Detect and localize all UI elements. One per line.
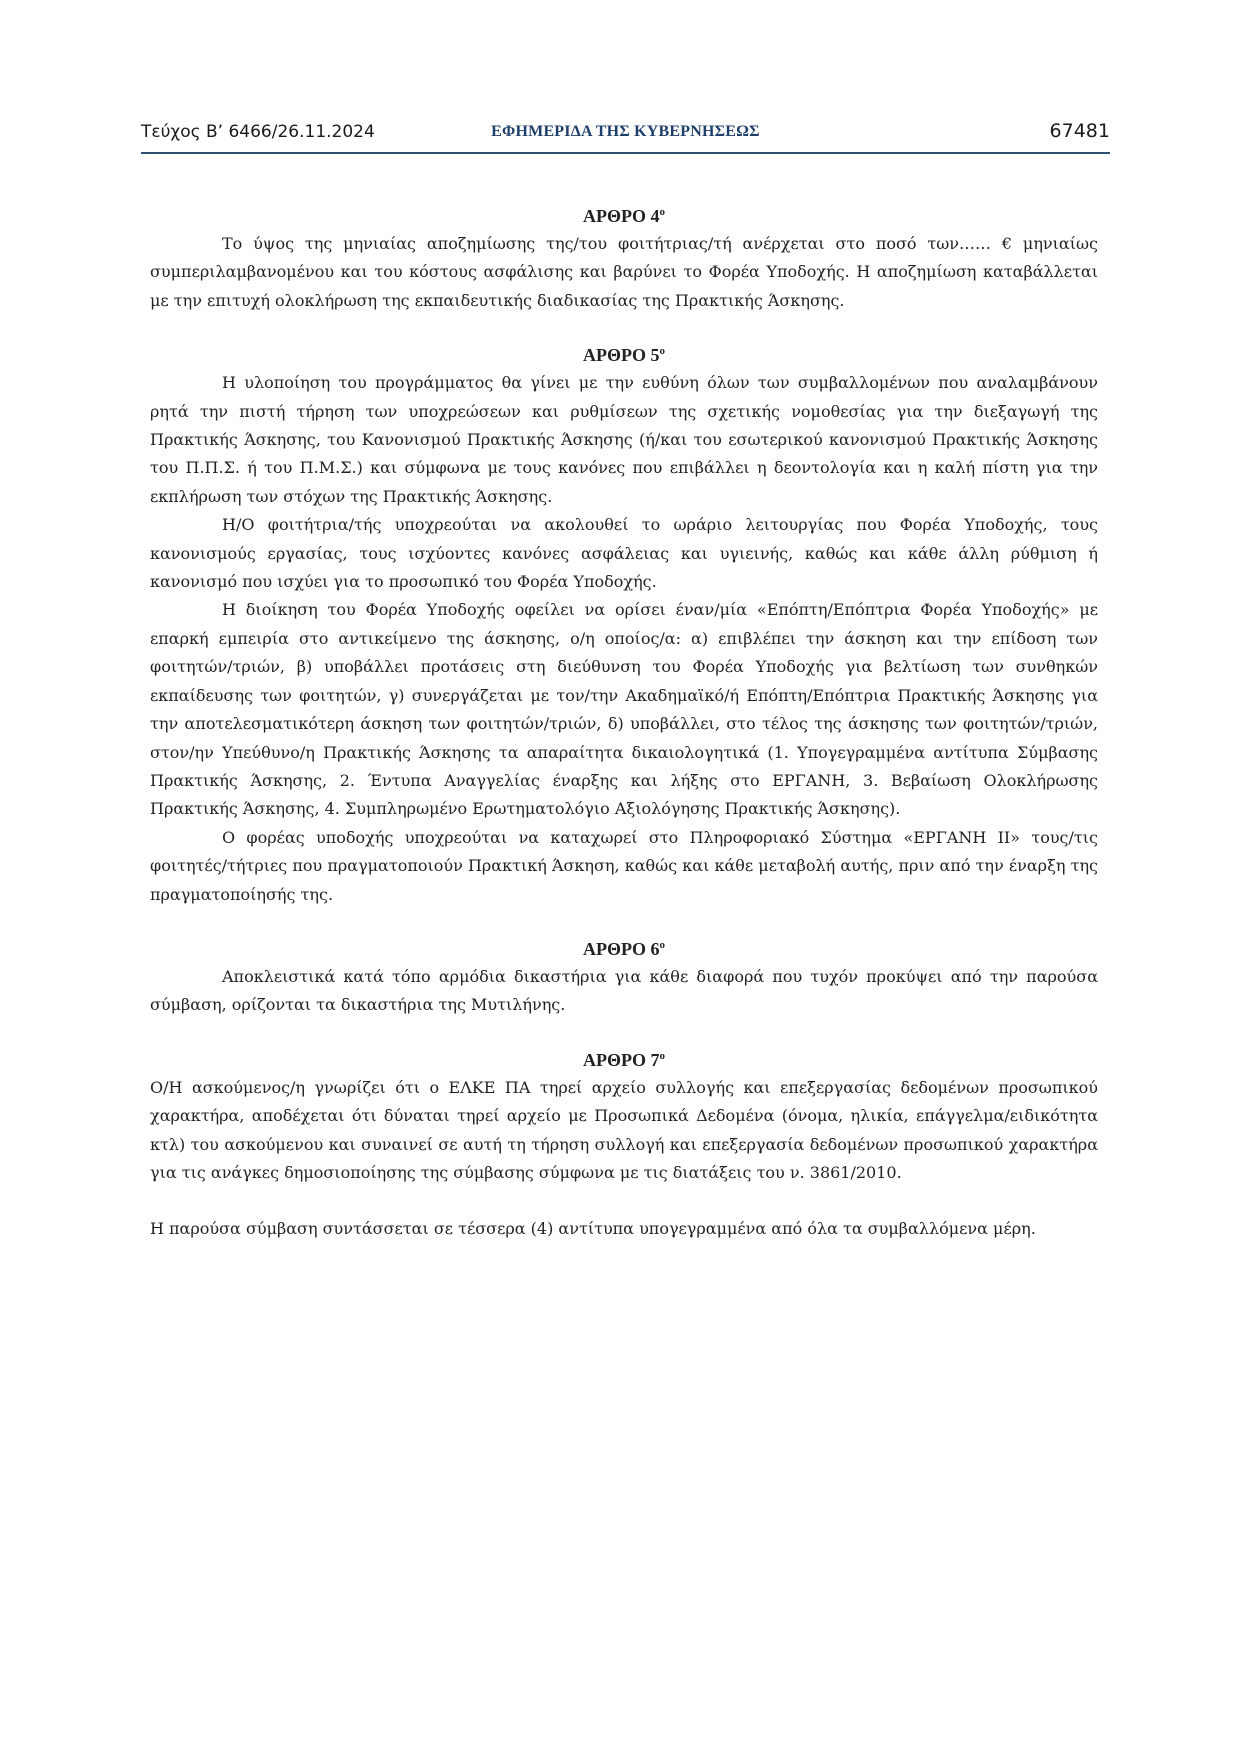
article-heading: ΑΡΘΡΟ $6^o$ [583,938,665,959]
paragraph: Η/Ο φοιτήτρια/τής υποχρεούται να ακολουθεί το ωράριο λειτουργίας που Φορέα Υποδοχής, τους κανονισμούς εργασίας, τους ισχύοντες κανόνες ασφάλειας και υγιεινής, καθώς και κάθε άλλη ρύθμιση ή κανονισμό που ισχύει για το προσωπικό του Φορέα Υποδοχής. [150,515,1098,592]
article-heading: ΑΡΘΡΟ $5^o$ [583,345,665,366]
page-header [141,120,1110,154]
page-number: 67481 [1049,120,1110,142]
paragraph: Ο/Η ασκούμενος/η γνωρίζει ότι ο ΕΛΚΕ ΠΑ τηρεί αρχείο συλλογής και επεξεργασίας δεδομένων προσωπικού χαρακτήρα, αποδέχεται ότι δύναται τηρεί αρχείο με Προσωπικά Δεδομένα (όνομα, ηλικία, επάγγελμα/ειδικότητα κτλ) του ασκούμενου και συναινεί σε αυτή τη τήρηση συλλογή και επεξεργασία δεδομένων προσωπικού χαρακτήρα για τις ανάγκες δημοσιοποίησης της σύμβασης σύμφωνα με τις διατάξεις του ν. 3861/2010. [150,1077,1098,1182]
paragraph: Η διοίκηση του Φορέα Υποδοχής οφείλει να ορίσει έναν/μία «Επόπτη/Επόπτρια Φορέα Υποδοχής» με επαρκή εμπειρία στο αντικείμενο της άσκησης, ο/η οποίος/α: α) επιβλέπει την άσκηση και την επίδοση των φοιτητών/τριών, β) υποβάλλει προτάσεις στη διεύθυνση του Φορέα Υποδοχής για βελτίωση των συνθηκών εκπαίδευσης των φοιτητών, γ) συνεργάζεται με τον/την Ακαδημαϊκό/ή Επόπτη/Επόπτρια Πρακτικής Άσκησης για την αποτελεσματικότερη άσκηση των φοιτητών/τριών, δ) υποβάλλει, στο τέλος της άσκησης των φοιτητών/τριών, στον/ην Υπεύθυνο/η Πρακτικής Άσκησης τα απαραίτητα δικαιολογητικά (1. Υπογεγραμμένα αντίτυπα Σύμβασης Πρακτικής Άσκησης, 2. Έντυπα Αναγγελίας έναρξης και λήξης στο ΕΡΓΑΝΗ, 3. Βεβαίωση Ολοκλήρωσης Πρακτικής Άσκησης, 4. Συμπληρωμένο Ερωτηματολόγιο Αξιολόγησης Πρακτικής Άσκησης). [150,600,1098,819]
issue-label: Τεύχος Β’ 6466/26.11.2024 [141,122,375,142]
gazette-title: ΕΦΗΜΕΡΙΔΑ ΤΗΣ ΚΥΒΕΡΝΗΣΕΩΣ [491,123,760,140]
paragraph: Ο φορέας υποδοχής υποχρεούται να καταχωρεί στο Πληροφοριακό Σύστημα «ΕΡΓΑΝΗ ΙΙ» τους/τις φοιτητές/τήτριες που πραγματοποιούν Πρακτική Άσκηση, καθώς και κάθε μεταβολή αυτής, πριν από την έναρξη της πραγματοποίησής της. [150,827,1098,904]
article-heading: ΑΡΘΡΟ $4^o$ [583,206,665,226]
closing-paragraph: Η παρούσα σύμβαση συντάσσεται σε τέσσερα (4) αντίτυπα υπογεγραμμένα από όλα τα συμβαλλόμενα μέρη. [150,1219,1036,1239]
paragraph: Το ύψος της μηνιαίας αποζημίωσης της/του φοιτήτριας/τή ανέρχεται στο ποσό των…… € μηνιαίως συμπεριλαμβανομένου και του κόστους ασφάλισης και βαρύνει το Φορέα Υποδοχής. Η αποζημίωση καταβάλλεται με την επιτυχή ολοκλήρωση της εκπαιδευτικής διαδικασίας της Πρακτικής Άσκησης. [150,234,1098,310]
article-heading: ΑΡΘΡΟ $7^o$ [583,1049,665,1070]
document-body [150,202,1098,1244]
paragraph: Η υλοποίηση του προγράμματος θα γίνει με την ευθύνη όλων των συμβαλλομένων που αναλαμβάνουν ρητά την πιστή τήρηση των υποχρεώσεων και ρυθμίσεων της σχετικής νομοθεσίας για την διεξαγωγή της Πρακτικής Άσκησης, του Κανονισμού Πρακτικής Άσκησης (ή/και του εσωτερικού κανονισμού Πρακτικής Άσκησης του Π.Π.Σ. ή του Π.Μ.Σ.) και σύμφωνα με τους κανόνες που επιβάλλει η δεοντολογία και η καλή πίστη για την εκπλήρωση των στόχων της Πρακτικής Άσκησης. [150,373,1098,506]
paragraph: Αποκλειστικά κατά τόπο αρμόδια δικαστήρια για κάθε διαφορά που τυχόν προκύψει από την παρούσα σύμβαση, ορίζονται τα δικαστήρια της Μυτιλήνης. [150,966,1098,1015]
